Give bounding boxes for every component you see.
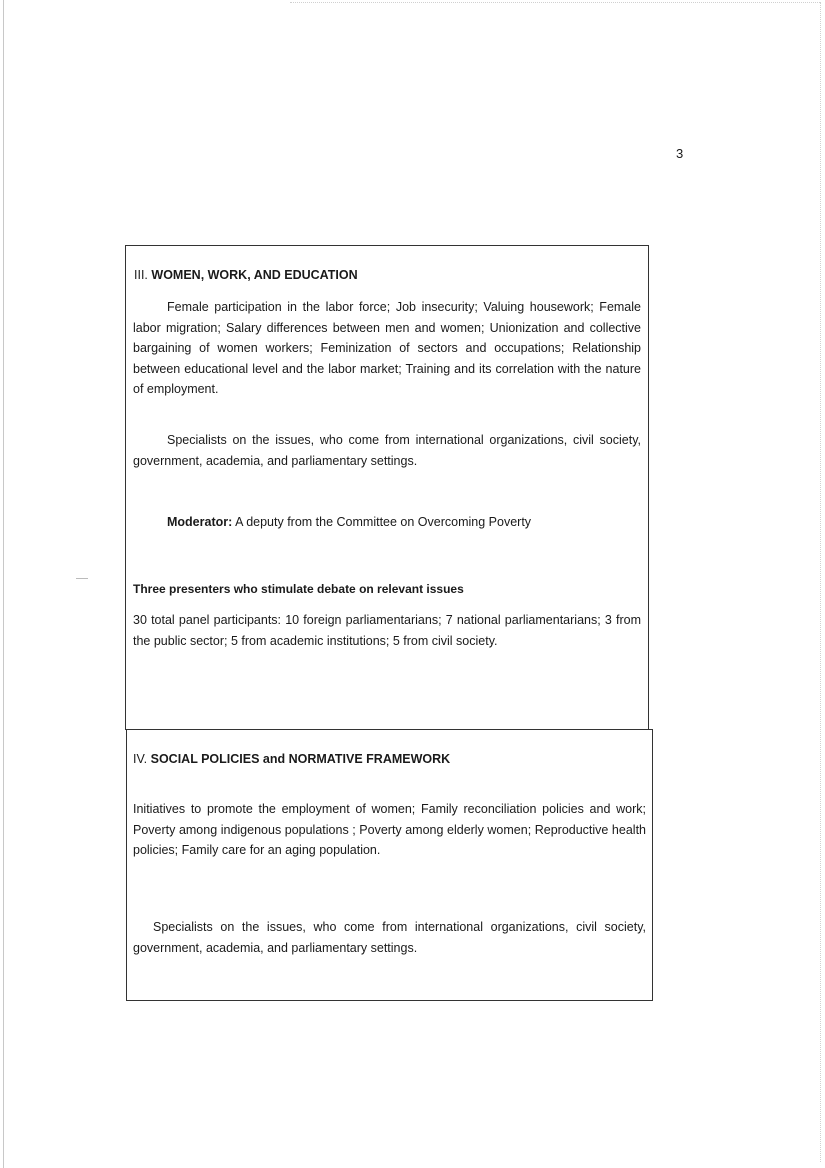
section-heading [133,752,450,766]
topics-paragraph: Initiatives to promote the employment of women; Family reconciliation policies and work; Poverty among indigenous populations ; Poverty among elderly women; Reproductive health policies; Family care for an aging population. [133,802,646,857]
moderator-text: A deputy from the Committee on Overcoming Poverty [235,515,532,529]
topics-paragraph: Female participation in the labor force; Job insecurity; Valuing housework; Female labor migration; Salary differences between men and women; Unionization and collective bargaining of women workers; Feminization of sectors and occupations; Relationship between educational level and the labor market; Training and its correlation with the nature of employment. [133,300,641,396]
section-box-women-work-education [125,245,649,730]
presenters-line: Three presenters who stimulate debate on relevant issues [133,582,464,596]
section-number: III. [134,268,148,282]
section-title: WOMEN, WORK, AND EDUCATION [151,268,358,282]
section-title: SOCIAL POLICIES and NORMATIVE FRAMEWORK [150,752,451,766]
page-edge-top [290,2,820,4]
specialists-paragraph: Specialists on the issues, who come from international organizations, civil society, government, academia, and parliamentary settings. [133,920,646,955]
moderator-label: Moderator: [167,515,233,529]
scan-mark [76,578,88,579]
moderator-line [167,515,531,529]
page-number: 3 [676,146,684,161]
participants-paragraph: 30 total panel participants: 10 foreign parliamentarians; 7 national parliamentarians; 3 from the public sector; 5 from academic institutions; 5 from civil society. [133,613,641,648]
section-heading [134,268,358,282]
specialists-paragraph: Specialists on the issues, who come from international organizations, civil society, government, academia, and parliamentary settings. [133,433,641,468]
page-edge-left [3,0,4,1168]
section-number: IV. [133,752,148,766]
page-edge-right [820,2,822,1162]
section-box-social-policies [126,729,653,1001]
